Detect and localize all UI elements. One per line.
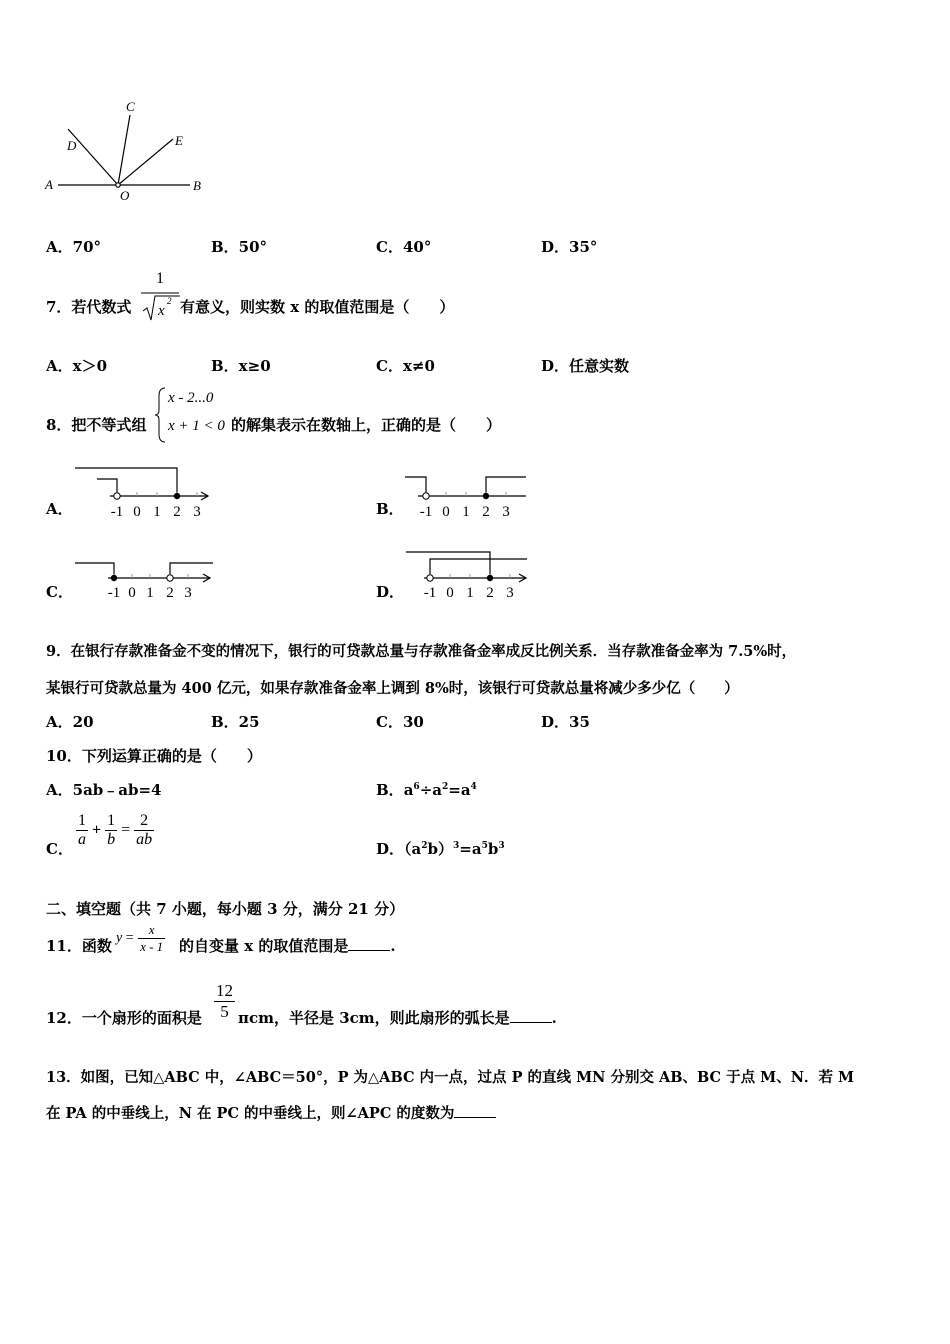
q10-c-plus: + (92, 821, 102, 839)
q6-option-c[interactable]: C．40° (376, 238, 432, 256)
label-b: B (193, 178, 201, 193)
q6-option-b[interactable]: B．50° (211, 238, 268, 256)
q11-num: x (138, 922, 165, 939)
q9-option-b[interactable]: B．25 (211, 713, 260, 731)
tick-label: 0 (133, 504, 141, 520)
q12-den: 5 (220, 1002, 229, 1021)
number-line-c (70, 555, 220, 610)
q13-line-2 (46, 1102, 496, 1123)
tick-label: 2 (166, 585, 174, 601)
q9-line-1: 9．在银行存款准备金不变的情况下，银行的可贷款总量与存款准备金率成反比例关系．当存款准备金率为 7.5%时， (46, 643, 797, 660)
number-line-b (400, 465, 550, 520)
q10-d-mid: b） (427, 840, 454, 858)
q13-line-2-text: 在 PA 的中垂线上，N 在 PC 的中垂线上，则∠APC 的度数为 (46, 1105, 455, 1122)
q10-option-d[interactable] (376, 838, 505, 859)
tick-label: 1 (153, 504, 161, 520)
q7-option-d[interactable]: D．任意实数 (541, 357, 630, 375)
q8-option-c[interactable]: C． (46, 583, 73, 601)
q10-b-exp1: 6 (413, 782, 420, 792)
q7-radicand: x (158, 303, 165, 319)
label-c: C (126, 99, 135, 114)
q7-radicand-exp: 2 (167, 296, 172, 306)
q10-b-exp3: 4 (470, 782, 477, 792)
q12-prefix: 12．一个扇形的面积是 (46, 1009, 202, 1027)
q9-option-d[interactable]: D．35 (541, 713, 590, 731)
q13-answer-blank[interactable] (454, 1103, 496, 1118)
label-a: A (45, 177, 53, 192)
q11-formula (116, 922, 165, 955)
q11-den: x - 1 (140, 939, 164, 954)
q13-line-1: 13．如图，已知△ABC 中，∠ABC＝50°，P 为△ABC 内一点，过点 P 的直线 MN 分别交 AB、BC 于点 M、N．若 M (46, 1069, 855, 1086)
point-o (116, 183, 120, 187)
tick-label: 3 (502, 504, 510, 520)
q7-prefix: 7．若代数式 (46, 298, 132, 316)
q10-c-d1: a (78, 831, 86, 848)
q10-d-eq: =a (459, 840, 482, 858)
ray-oc (118, 115, 130, 185)
q10-option-a[interactable]: A．5ab﹣ab=4 (46, 781, 162, 799)
q10-b-exp2: 2 (441, 782, 449, 792)
q11-suffix: 的自变量 x 的取值范围是 (179, 937, 349, 955)
q10-d-open: （a (404, 840, 422, 858)
q11-stem (179, 935, 396, 956)
tick-label: 2 (173, 504, 181, 520)
q7-option-a[interactable]: A．x＞0 (46, 357, 108, 375)
q6-option-d[interactable]: D．35° (541, 238, 598, 256)
tick-label: -1 (419, 504, 433, 520)
q10-c-eq: = (121, 821, 131, 839)
q7-stem: 有意义，则实数 x 的取值范围是（ ） (180, 298, 455, 316)
tick-label: 3 (184, 585, 192, 601)
tick-label: 2 (482, 504, 490, 520)
q10-d-b: b (487, 840, 499, 858)
q10-c-d3: ab (136, 831, 153, 848)
tick-label: 0 (442, 504, 450, 520)
q12-num: 12 (216, 981, 233, 1000)
q11-prefix: 11．函数 (46, 937, 112, 955)
tick-label: 3 (193, 504, 201, 520)
q10-c-n2: 1 (107, 812, 116, 829)
q10-b-label: B． (376, 781, 404, 799)
tick-label: 1 (466, 585, 474, 601)
q12-suffix: πcm，半径是 3cm，则此扇形的弧长是 (238, 1009, 510, 1027)
q8-option-b[interactable]: B． (376, 500, 404, 518)
q10-d-e2: 3 (453, 841, 460, 851)
q10-d-label: D． (376, 840, 405, 858)
q10-b-op: ÷a (419, 781, 442, 799)
q8-prefix: 8．把不等式组 (46, 416, 147, 434)
q9-option-c[interactable]: C．30 (376, 713, 424, 731)
q12-stem (238, 1007, 557, 1028)
q10-option-c[interactable]: C． (46, 840, 73, 858)
angle-figure (40, 95, 220, 210)
q10-c-n3: 2 (134, 812, 154, 831)
tick-label: 1 (462, 504, 470, 520)
tick-label: 1 (146, 585, 154, 601)
ray-oe (118, 139, 173, 185)
q12-answer-blank[interactable] (510, 1008, 552, 1023)
tick-label: -1 (107, 585, 121, 601)
q10-option-b[interactable] (376, 779, 477, 800)
q6-option-a[interactable]: A．70° (46, 238, 102, 256)
q11-eq: = (122, 930, 134, 946)
q8-stem: 的解集表示在数轴上，正确的是（ ） (231, 416, 502, 434)
label-d: D (67, 138, 77, 153)
q9-option-a[interactable]: A．20 (46, 713, 94, 731)
q10-c-d2: b (107, 831, 116, 848)
q10-c-n1: 1 (78, 812, 86, 829)
q10-b-base: a (403, 781, 414, 799)
q10-b-eq: =a (448, 781, 471, 799)
q8-ineq-2: x + 1 < 0 (168, 418, 225, 434)
q11-end: . (390, 937, 396, 955)
q10-d-e1: 2 (421, 841, 428, 851)
q7-option-c[interactable]: C．x≠0 (376, 357, 435, 375)
q8-option-d[interactable]: D． (376, 583, 405, 601)
brace (154, 386, 168, 444)
label-e: E (175, 133, 183, 148)
q12-end: . (551, 1009, 557, 1027)
tick-label: 0 (446, 585, 454, 601)
q10-d-e4: 3 (498, 841, 505, 851)
q11-answer-blank[interactable] (348, 936, 390, 951)
tick-label: -1 (110, 504, 124, 520)
tick-label: 2 (486, 585, 494, 601)
number-line-a (70, 465, 220, 520)
q11-y: y (116, 930, 123, 946)
tick-label: -1 (423, 585, 437, 601)
tick-label: 3 (506, 585, 514, 601)
q10-d-e3: 5 (481, 841, 488, 851)
number-line-d (400, 545, 550, 605)
q9-line-2: 某银行可贷款总量为 400 亿元，如果存款准备金率上调到 8%时，该银行可贷款总量将减少多少亿（ ） (46, 680, 739, 697)
label-o: O (120, 188, 130, 203)
section-2-heading: 二、填空题（共 7 小题，每小题 3 分，满分 21 分） (46, 900, 405, 918)
q8-ineq-1: x - 2...0 (168, 390, 214, 406)
q12-fraction (214, 981, 235, 1022)
tick-label: 0 (128, 585, 136, 601)
q7-option-b[interactable]: B．x≥0 (211, 357, 271, 375)
q10-c-expression (76, 812, 154, 849)
q8-option-a[interactable]: A． (46, 500, 73, 518)
q7-frac-num: 1 (156, 270, 164, 287)
q10-stem: 10．下列运算正确的是（ ） (46, 747, 262, 765)
